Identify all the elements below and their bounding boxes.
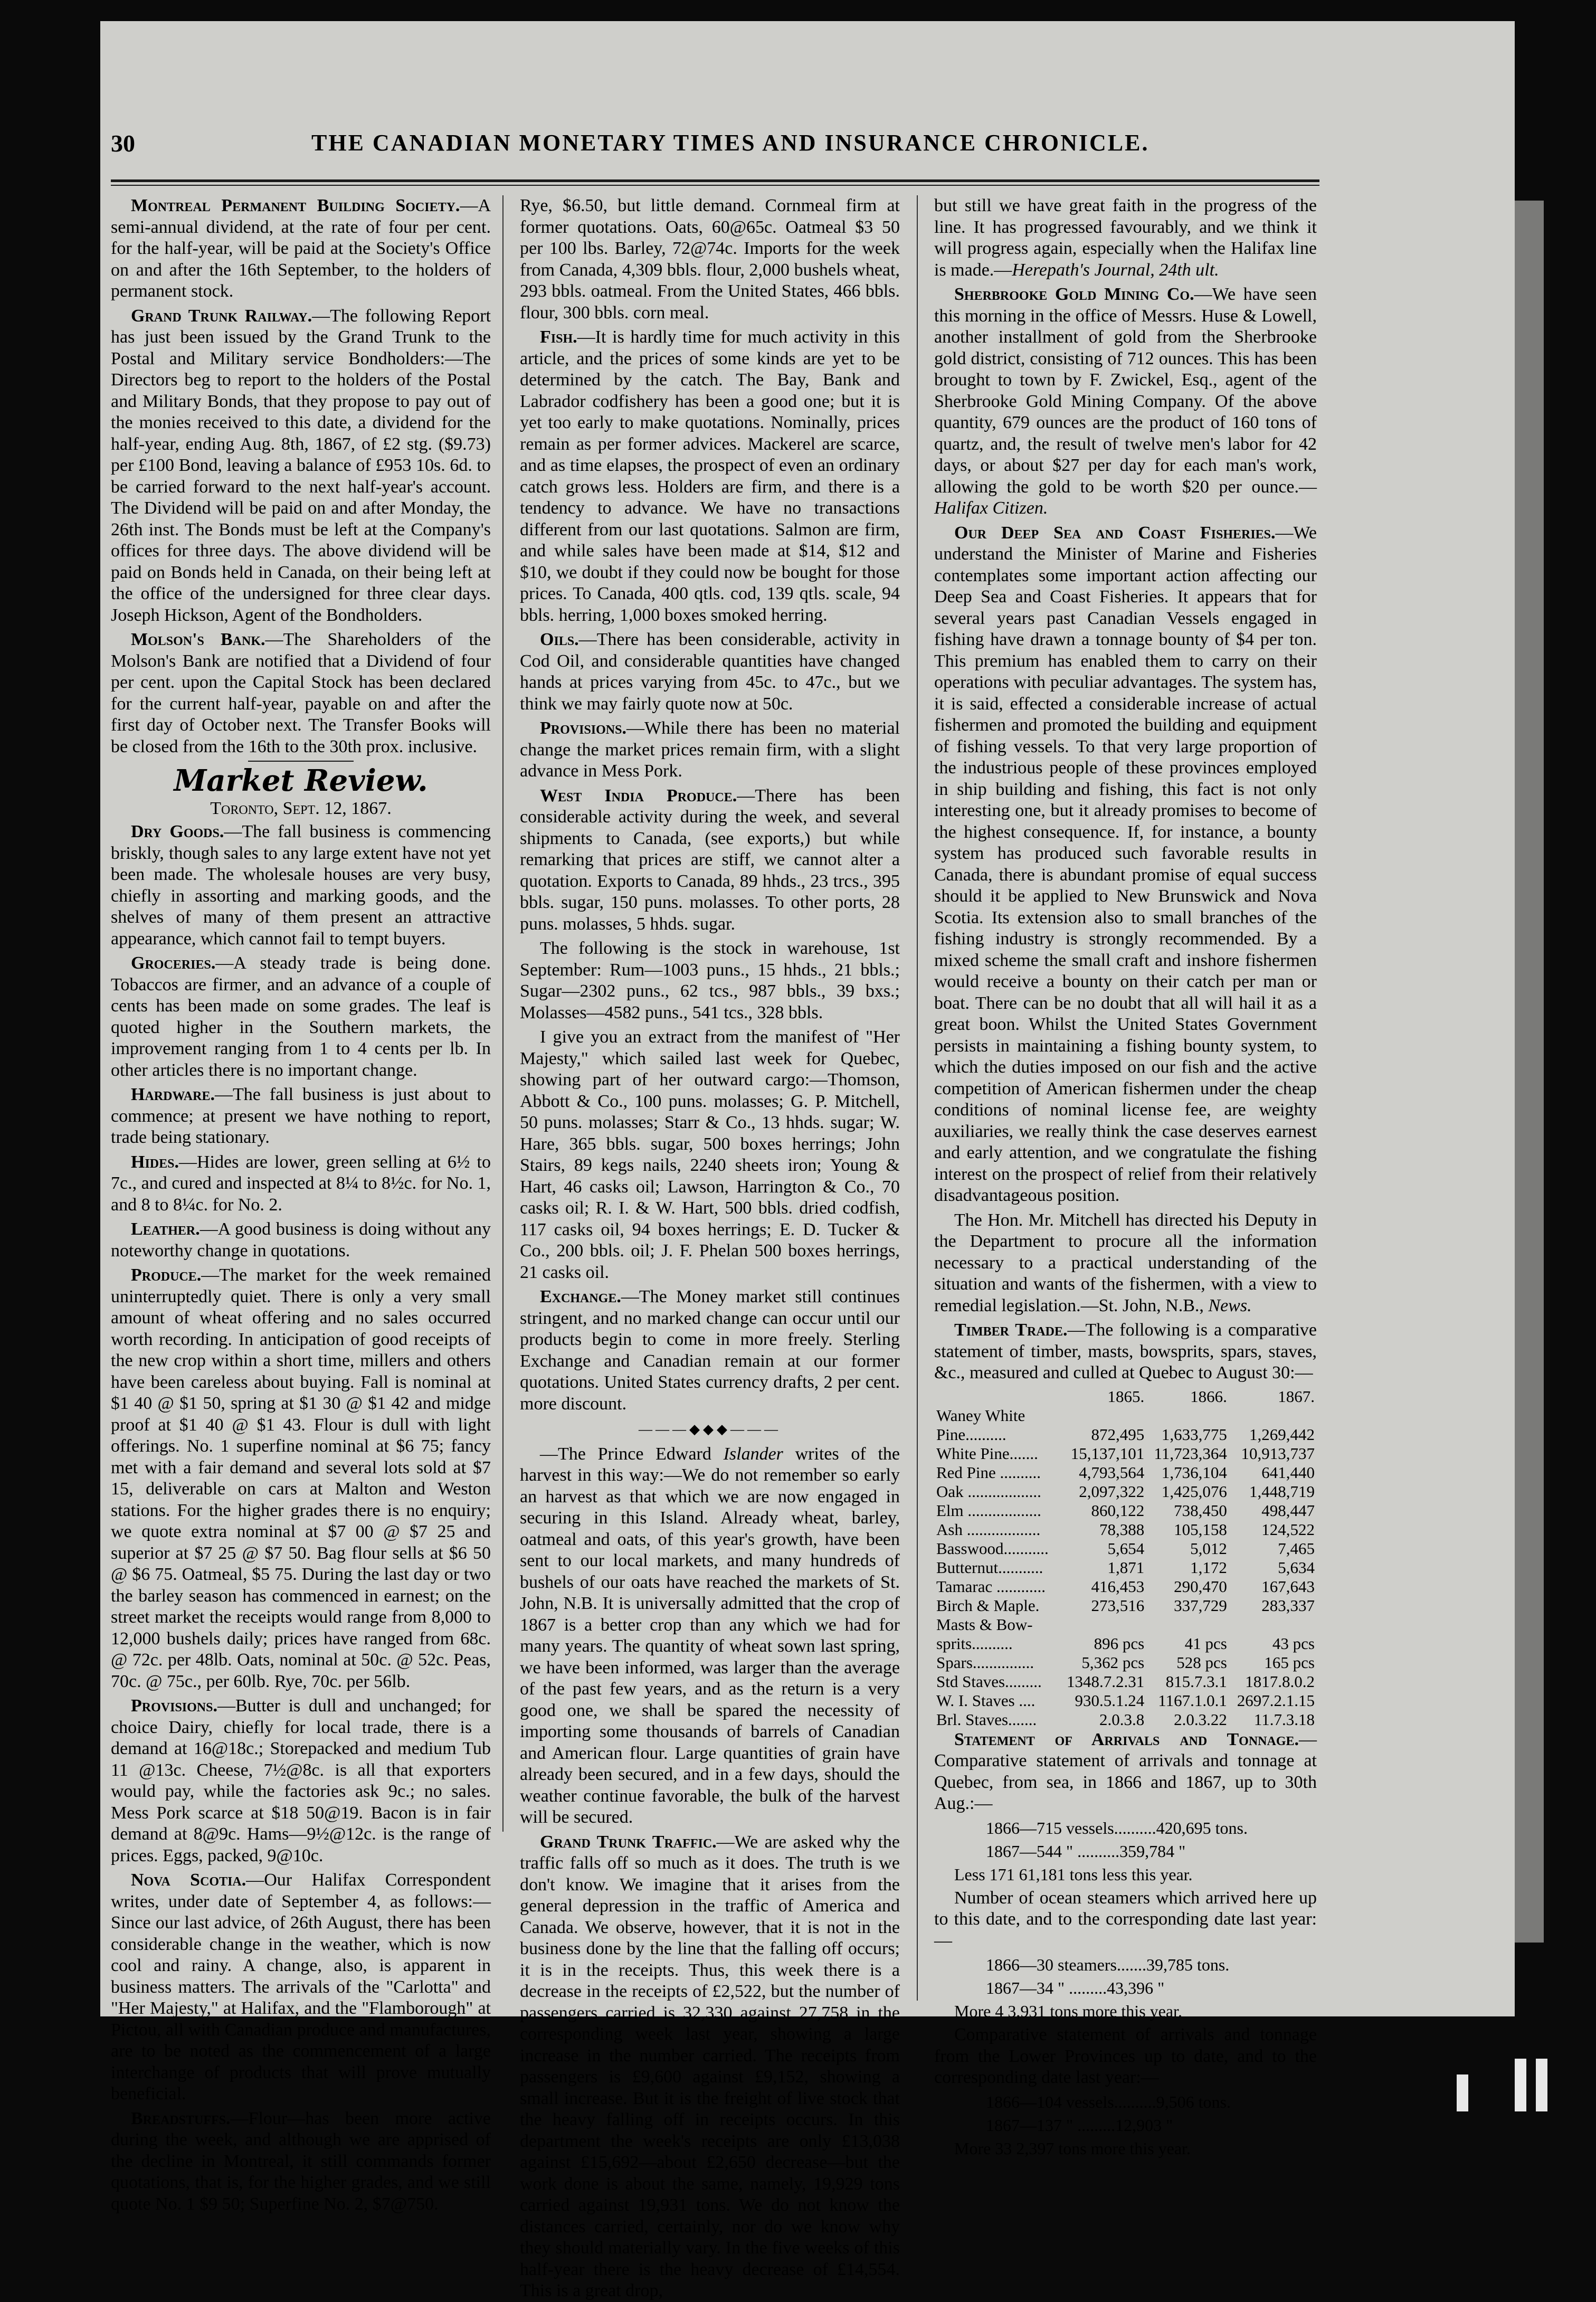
- item-head: Dry Goods.: [131, 822, 224, 841]
- table-row: [934, 1672, 1317, 1691]
- table-cell: 1,871: [1107, 1558, 1145, 1577]
- article-body: —We are asked why the traffic falls off so much as it does. The truth is we don't know. We imagine that it arises from the general depression in the traffic of America and Canada. We observe, however, that it is not in the business done by the line that the falling off occurs; it is in the receipts. Thus, this week there is a decrease in the receipts of £2,522, but the number of passengers carried is 32,330 against 27,758 in the corresponding week last year, showing a large increase in the number carried. The receipts from passengers is £9,600 against £9,152, showing a small increase. But it is the freight of live stock that the heavy falling off in receipts occurs. In this department the week's receipts are only £13,038 against £15,692—about £2,650 decrease—but the work done is about the same, namely, 19,929 tons carried against 19,931 tons. We do not know the distances carried, certainly, nor do we know why they should materially vary. In the five weeks of this half-year there is the heavy decrease of £14,554. This is a great drop,: [520, 1832, 900, 2300]
- table-row: [934, 1634, 1317, 1653]
- table-cell: 7,465: [1278, 1539, 1315, 1558]
- item-body: —The fall business is commencing briskly, though sales to any large extent have not yet been made. The wholesale houses are very busy, chiefly in assorting and marking goods, and the shelves of many of them present an attractive appearance, which cannot fail to tempt buyers.: [111, 822, 491, 949]
- table-row: [934, 1596, 1317, 1615]
- publication-name: Islander: [723, 1444, 783, 1464]
- article-body: —The following is a comparative statement of timber, masts, bowsprits, spars, staves, &c., measured and culled at Quebec to August 30:—: [934, 1320, 1317, 1382]
- stat-line: 1866—104 vessels..........9,506 tons.: [986, 2092, 1231, 2111]
- article-body: —We have seen this morning in the office of Messrs. Huse & Lowell, another installment of gold from the Sherbrooke gold district, consisting of 712 ounces. This has been brought to town by F. Zwickel, Esq., agent of the Sherbrooke Gold Mining Company. Of the above quantity, 679 ounces are the product of 160 tons of quartz, and, the result of twelve men's labor for 42 days, or about $27 per day for each man's work, allowing the gold to be worth $20 per ounce.—: [934, 285, 1317, 497]
- article-arrivals: [934, 1729, 1317, 1815]
- row-label: Elm ..................: [936, 1501, 1041, 1520]
- market-nova-scotia: [111, 1870, 491, 2105]
- market-leather: [111, 1219, 491, 1262]
- row-label: Pine..........: [936, 1425, 1006, 1444]
- table-cell: 15,137,101: [1070, 1444, 1145, 1463]
- item-head: Oils.: [540, 630, 579, 649]
- table-header-cell: 1865.: [1107, 1387, 1145, 1406]
- article-prince-edward-islander: [520, 1444, 900, 1829]
- ornament-divider: ———◆◆◆———: [639, 1422, 781, 1437]
- article-grand-trunk-railway: [111, 306, 491, 627]
- continued-paragraph: [934, 195, 1317, 281]
- table-cell: [1059, 1406, 1146, 1425]
- section-rule: [248, 761, 354, 762]
- item-head: West India Produce.: [540, 785, 737, 806]
- stat-line: 1867—34 " .........43,396 ": [986, 1978, 1165, 1997]
- article-body: The Hon. Mr. Mitchell has directed his Deputy in the Department to procure all the information necessary to a practical understanding of the situation and wants of the fishermen, with a view to remedial legislation.—St. John, N.B.,: [934, 1210, 1317, 1315]
- column-2: [520, 195, 900, 2300]
- section-title: Market Review.: [174, 763, 428, 798]
- item-body: —While there has been no material change the market prices remain firm, with a slight advance in Mess Pork.: [520, 718, 900, 781]
- table-cell: 11,723,364: [1154, 1444, 1227, 1463]
- row-label: Spars...............: [936, 1653, 1034, 1672]
- continued-paragraph: Rye, $6.50, but little demand. Cornmeal firm at former quotations. Oats, 60@65c. Oatmeal $3 50 per 100 lbs. Barley, 72@74c. Imports for the week from Canada, 4,309 bbls. flour, 2,000 bushels wheat, 293 bbls. oatmeal. From the United States, 466 bbls. flour, 300 bbls. corn meal.: [520, 196, 900, 323]
- column-3: [934, 195, 1317, 2158]
- table-cell: 1,633,775: [1161, 1425, 1227, 1444]
- item-body: —It is hardly time for much activity in this article, and the prices of some kinds are yet to be determined by the catch. The Bay, Bank and Labrador codfishery has been a good one; but it is yet too early to make quotations. Nominally, prices remain as per former advices. Mackerel are scarce, and as time elapses, the prospect of even an ordinary catch grows less. Holders are firm, and there is a tendency to advance. We have no transactions different from our last quotations. Salmon are firm, and while sales have been made at $14, $12 and $10, we doubt if they could now be bought for those prices. To Canada, 400 qtls. cod, 139 qtls. scale, 94 bbls. herring, 1,000 boxes smoked herring.: [520, 327, 900, 625]
- manifest-paragraph: I give you an extract from the manifest of "Her Majesty," which sailed last week for Quebec, showing part of her outward cargo:—Thomson, Abbott & Co., 100 puns. molasses; G. P. Mitchell, 50 puns. molasses; Starr & Co., 13 hhds. sugar; W. Hare, 365 bbls. sugar, 500 boxes herrings; John Stairs, 89 kegs nails, 2240 sheets iron; Young & Hart, 46 casks oil; Lawson, Harrington & Co., 70 casks oil; R. I. & W. Hart, 500 bbls. dried codfish, 117 casks oil, 94 boxes herrings; E. D. Tucker & Co., 200 bbls. oil; J. F. Phelan 500 boxes herrings, 21 casks oil.: [520, 1027, 900, 1282]
- table-row: [934, 1425, 1317, 1444]
- stock-paragraph: The following is the stock in warehouse, 1st September: Rum—1003 puns., 15 hhds., 21 bbls.; Sugar—2302 puns., 62 tcs., 987 bbls., 39 bxs.; Molasses—4582 puns., 541 tcs., 328 bbls.: [520, 939, 900, 1022]
- market-groceries: [111, 953, 491, 1081]
- table-cell: 1348.7.2.31: [1067, 1672, 1145, 1691]
- row-label: White Pine.......: [936, 1444, 1038, 1463]
- row-label: Waney White: [936, 1406, 1025, 1425]
- article-body: —Comparative statement of arrivals and tonnage at Quebec, from sea, in 1866 and 1867, up to 30th Aug.:—: [934, 1729, 1317, 1813]
- item-body: —The Money market still continues stringent, and no marked change can occur until our products begin to come in more freely. Sterling Exchange and Canadian remain at our former quotations. United States currency drafts, 2 per cent. more discount.: [520, 1287, 900, 1414]
- stat-line: 1866—715 vessels..........420,695 tons.: [986, 1818, 1248, 1837]
- table-cell: 43 pcs: [1272, 1634, 1315, 1653]
- item-head: Provisions.: [131, 1696, 217, 1716]
- table-cell: 5,012: [1190, 1539, 1227, 1558]
- article-head: Grand Trunk Traffic.: [540, 1832, 717, 1852]
- table-cell: 1167.1.0.1: [1158, 1691, 1227, 1710]
- table-cell: 11.7.3.18: [1253, 1710, 1315, 1729]
- table-cell: 1,269,442: [1249, 1425, 1315, 1444]
- item-body: —The fall business is just about to commence; at present we have nothing to report, trade being stationary.: [111, 1085, 491, 1147]
- table-cell: [1146, 1615, 1229, 1634]
- article-head: Statement of Arrivals and Tonnage.: [954, 1729, 1299, 1749]
- item-body: —The market for the week remained uninterruptedly quiet. There is only a very small amount of wheat offering and no sales occurred worth recording. In anticipation of good receipts of the new crop within a short time, millers and others have been careless about buying. Fall is nominal at $1 40 @ $1 50, spring at $1 30 @ $1 42 and midge proof at $1 40 @ $1 43. Flour is dull with light offerings. No. 1 superfine nominal at $6 75; fancy met with a fair demand and several lots sold at $7 15, deliverable on cars at Malton and Weston stations. For the higher grades there is no enquiry; we quote extra nominal at $7 00 @ $7 25 and superior at $7 25 @ $7 50. Bag flour sells at $6 50 @ $6 75. Oatmeal, $5 75. During the last day or two the barley season has commenced in earnest; on the street market the receipts would range from 8,000 to 12,000 bushels daily; prices have ranged from 68c. @ 72c. per 48lb. Oats, nominal at 50c. @ 52c. Peas, 70c. @ 75c., per 60lb. Rye, 70c. per 56lb.: [111, 1265, 491, 1691]
- header-rule-thin: [111, 185, 1319, 186]
- table-cell: 416,453: [1091, 1577, 1145, 1596]
- table-cell: 105,158: [1174, 1520, 1227, 1539]
- table-cell: 78,388: [1099, 1520, 1145, 1539]
- article-head: Our Deep Sea and Coast Fisheries.: [954, 523, 1276, 543]
- stat-total: More 33 2,397 tons more this year.: [954, 2138, 1191, 2158]
- item-body: —Butter is dull and unchanged; for choice Dairy, chiefly for local trade, there is a demand at 16@18c.; Storepacked and medium Tub 11 @13c. Cheese, 7½@8c. is all that exporters would pay, while the factories ask 9c.; no sales. Mess Pork scarce at $18 50@19. Bacon is in fair demand at 8@9c. Hams—9½@12c. is the range of prices. Eggs, packed, 9@10c.: [111, 1696, 491, 1865]
- table-row: [934, 1710, 1317, 1729]
- article-head: Grand Trunk Railway.: [131, 306, 312, 326]
- item-head: Fish.: [540, 327, 577, 347]
- market-hardware: [111, 1084, 491, 1149]
- header-rule: [111, 179, 1319, 182]
- row-label: Std Staves.........: [936, 1672, 1042, 1691]
- table-cell: 528 pcs: [1176, 1653, 1227, 1672]
- table-row: [934, 1501, 1317, 1520]
- row-label: Red Pine ..........: [936, 1463, 1041, 1482]
- item-head: Groceries.: [131, 953, 216, 973]
- table-cell: 10,913,737: [1241, 1444, 1315, 1463]
- article-fisheries: [934, 523, 1317, 1207]
- table-cell: 2,097,322: [1079, 1482, 1145, 1501]
- table-cell: 896 pcs: [1094, 1634, 1145, 1653]
- table-row: [934, 1463, 1317, 1482]
- market-breadstuffs: [111, 2108, 491, 2215]
- source-credit: Herepath's Journal, 24th ult.: [1012, 260, 1219, 280]
- table-row: [934, 1558, 1317, 1577]
- article-molsons-bank: [111, 629, 491, 757]
- table-cell: 165 pcs: [1264, 1653, 1315, 1672]
- table-cell: 1,736,104: [1161, 1463, 1227, 1482]
- item-head: Breadstuffs.: [131, 2108, 231, 2128]
- market-fish: [520, 327, 900, 626]
- column-divider: [502, 195, 504, 1832]
- row-label: W. I. Staves ....: [936, 1691, 1036, 1710]
- market-west-india: [520, 785, 900, 935]
- market-hides: [111, 1152, 491, 1216]
- stat-line: 1867—544 " ..........359,784 ": [986, 1841, 1186, 1861]
- lower-provinces-paragraph: Comparative statement of arrivals and tonnage from the Lower Provinces up to date, and to the corresponding date last year:—: [934, 2025, 1317, 2087]
- item-body: —There has been considerable, activity in Cod Oil, and considerable quantities have changed hands at prices varying from 45c. to 47c., but we think we may fairly quote now at 50c.: [520, 630, 900, 714]
- table-row: [934, 1539, 1317, 1558]
- table-cell: 930.5.1.24: [1075, 1691, 1145, 1710]
- market-provisions: [111, 1695, 491, 1867]
- article-body: but still we have great faith in the progress of the line. It has progressed favourably, and we think it will progress again, especially when the Halifax line is made.—: [934, 196, 1317, 280]
- row-label: Birch & Maple.: [936, 1596, 1040, 1615]
- page-number: 30: [111, 130, 135, 157]
- film-edge-marks: [1436, 2038, 1568, 2111]
- item-head: Produce.: [131, 1265, 202, 1285]
- table-cell: 4,793,564: [1079, 1463, 1145, 1482]
- source-credit: Halifax Citizen.: [934, 498, 1048, 518]
- table-row: [934, 1691, 1317, 1710]
- table-header-row: [934, 1387, 1317, 1406]
- article-head: Timber Trade.: [954, 1320, 1068, 1340]
- table-row: [934, 1520, 1317, 1539]
- table-cell: 738,450: [1174, 1501, 1227, 1520]
- row-label: Brl. Staves.......: [936, 1710, 1037, 1729]
- article-timber-trade: [934, 1320, 1317, 1384]
- article-mitchell: [934, 1210, 1317, 1317]
- table-cell: 5,362 pcs: [1081, 1653, 1145, 1672]
- row-label: Masts & Bow-: [936, 1615, 1033, 1634]
- table-row: [934, 1615, 1317, 1634]
- table-header-cell: 1866.: [1190, 1387, 1227, 1406]
- item-body: —A good business is doing without any noteworthy change in quotations.: [111, 1219, 491, 1261]
- page-header: [111, 129, 1314, 172]
- masthead-title: THE CANADIAN MONETARY TIMES AND INSURANCE CHRONICLE.: [311, 130, 1150, 156]
- table-cell: 641,440: [1261, 1463, 1315, 1482]
- table-cell: 1817.8.0.2: [1245, 1672, 1315, 1691]
- table-header-cell: [934, 1387, 1059, 1406]
- table-cell: 273,516: [1091, 1596, 1145, 1615]
- article-body: —The Shareholders of the Molson's Bank are notified that a Dividend of four per cent. upon the Capital Stock has been declared for the current half-year, payable on and after the first day of October next. The Transfer Books will be closed from the 16th to the 30th prox. inclusive.: [111, 630, 491, 756]
- table-cell: 337,729: [1174, 1596, 1227, 1615]
- row-label: sprits..........: [936, 1634, 1013, 1653]
- table-cell: 2.0.3.8: [1099, 1710, 1145, 1729]
- item-body: —A steady trade is being done. Tobaccos are firmer, and an advance of a couple of cents has been made on some grades. The leaf is quoted higher in the Southern markets, the improvement ranging from 1 to 4 cents per lb. In other articles there is no important change.: [111, 953, 491, 1080]
- table-cell: 167,643: [1261, 1577, 1315, 1596]
- market-exchange: [520, 1286, 900, 1415]
- table-cell: 1,425,076: [1161, 1482, 1227, 1501]
- table-cell: [1059, 1615, 1146, 1634]
- row-label: Butternut...........: [936, 1558, 1043, 1577]
- table-cell: 872,495: [1091, 1425, 1145, 1444]
- column-1: [111, 195, 491, 2214]
- item-body: —Our Halifax Correspondent writes, under date of September 4, as follows:—Since our last advice, of 26th August, there has been considerable change in the weather, which is now cool and rainy. A change, also, is apparent in business matters. The arrivals of the "Carlotta" and "Her Majesty," at Halifax, and the "Flamborough" at Pictou, all with Canadian produce and manufactures, are to be noted as the commencement of a large interchange of products that will prove mutually beneficial.: [111, 1870, 491, 2104]
- row-label: Basswood...........: [936, 1539, 1049, 1558]
- article-sherbrooke-gold: [934, 284, 1317, 519]
- row-label: Ash ..................: [936, 1520, 1041, 1539]
- item-head: Nova Scotia.: [131, 1870, 246, 1890]
- item-head: Exchange.: [540, 1287, 621, 1306]
- item-head: Hardware.: [131, 1085, 215, 1104]
- source-credit: News.: [1208, 1295, 1252, 1315]
- table-row: [934, 1406, 1317, 1425]
- item-head: Leather.: [131, 1219, 200, 1239]
- table-cell: 815.7.3.1: [1165, 1672, 1227, 1691]
- stat-total: More 4 3,931 tons more this year.: [954, 2002, 1182, 2021]
- market-oils: [520, 629, 900, 715]
- table-cell: 1,172: [1190, 1558, 1227, 1577]
- item-body: —Flour—has been more active during the week, and although we are apprised of the decline in Montreal, it still commands former quotations, that is, for the higher grades, and we still quote No. 1 $9 50; Superfine No. 2, $7@750.: [111, 2108, 491, 2214]
- article-montreal-building-society: [111, 195, 491, 302]
- article-body: —The following Report has just been issued by the Grand Trunk to the Postal and Military service Bondholders:—The Directors beg to report to the holders of the Postal and Military Bonds, that they propose to pay out of the monies received to this date, a dividend for the half-year, ending Aug. 8th, 1867, of £2 stg. ($9.73) per £100 Bond, leaving a balance of £953 10s. 6d. to be carried forward to the next half-year's account. The Dividend will be paid on and after Monday, the 26th inst. The Bonds must be left at the Company's offices for three days. The above dividend will be paid on Bonds held in Canada, on their being left at the office of the undersigned for three clear days. Joseph Hickson, Agent of the Bondholders.: [111, 306, 491, 625]
- table-cell: [1229, 1615, 1317, 1634]
- market-provisions-halifax: [520, 718, 900, 782]
- article-head: Sherbrooke Gold Mining Co.: [954, 285, 1194, 304]
- table-cell: 498,447: [1261, 1501, 1315, 1520]
- table-cell: 5,654: [1107, 1539, 1145, 1558]
- table-cell: 860,122: [1091, 1501, 1145, 1520]
- stat-total: Less 171 61,181 tons less this year.: [954, 1864, 1193, 1884]
- row-label: Tamarac ............: [936, 1577, 1046, 1596]
- market-dry-goods: [111, 821, 491, 950]
- article-body: writes of the harvest in this way:—We do not remember so early an harvest as that which we are now engaged in securing in this Island. Already wheat, barley, oatmeal and oats, of this year's growth, have been sent to our local markets, and many hundreds of bushels of our oats have reached the markets of St. John, N.B. It is universally admitted that the crop of 1867 is a better crop than any which we had for many years. The quantity of wheat sown last spring, we have been informed, was larger than the average of the past few years, and as the return is a very good one, we shall be spared the necessity of importing some thousands of barrels of Canadian and American flour. Large quantities of grain have already been secured, and in a few days, should the weather continue favorable, the bulk of the harvest will be secured.: [520, 1444, 900, 1827]
- article-body: —A semi-annual dividend, at the rate of four per cent. for the half-year, will be paid at the Society's Office on and after the 16th September, to the holders of permanent stock.: [111, 196, 491, 301]
- table-cell: 1,448,719: [1249, 1482, 1315, 1501]
- item-body: —Hides are lower, green selling at 6½ to 7c., and cured and inspected at 8¼ to 8½c. for No. 1, and 8 to 8¼c. for No. 2.: [111, 1152, 491, 1215]
- table-cell: 2697.2.1.15: [1237, 1691, 1315, 1710]
- row-label: Oak ..................: [936, 1482, 1041, 1501]
- page-edge-strip: [1515, 201, 1544, 1943]
- stat-line: 1866—30 steamers.......39,785 tons.: [986, 1955, 1230, 1974]
- table-cell: [1146, 1406, 1229, 1425]
- item-body: —There has been considerable activity during the week, and several shipments to Canada, (see exports,) but while remarking that prices are stiff, we cannot alter a quotation. Exports to Canada, 89 hhds., 23 trcs., 395 bbls. sugar, 150 puns. molasses. To other ports, 28 puns. molasses, 5 hhds. sugar.: [520, 785, 900, 934]
- table-cell: 2.0.3.22: [1174, 1710, 1227, 1729]
- dateline: Toronto, Sept. 12, 1867.: [210, 798, 392, 818]
- steamers-paragraph: Number of ocean steamers which arrived here up to this date, and to the corresponding date last year:—: [934, 1888, 1317, 1950]
- table-row: [934, 1482, 1317, 1501]
- article-lead: —The Prince Edward: [540, 1444, 724, 1464]
- item-head: Hides.: [131, 1152, 179, 1172]
- table-cell: 5,634: [1278, 1558, 1315, 1577]
- article-head: Montreal Permanent Building Society.: [131, 196, 460, 215]
- table-cell: 124,522: [1261, 1520, 1315, 1539]
- article-body: —We understand the Minister of Marine and Fisheries contemplates some important action affecting our Deep Sea and Coast Fisheries. It appears that for several years past Canadian Vessels engaged in fishing have drawn a tonnage bounty of $4 per ton. This premium has enabled them to carry on their operations with peculiar advantages. The system has, it is said, effected a considerable increase of actual fishermen and promoted the building and equipment of fishing vessels. To that very large proportion of the industrious people of these provinces employed in ship building and fishing, this fact is not only interesting one, but it already promises to become of the highest consequence. If, for instance, a bounty system has produced such favorable results in Canada, there is abundant promise of equal success should it be applied to New Brunswick and Nova Scotia. Its extension also to small branches of the fishing industry is strongly recommended. By a mixed scheme the small craft and inshore fishermen would receive a bounty on their catch per man or boat. There can be no doubt that all will hail it as a great boon. Whilst the United States Government persists in maintaining a fishing bounty system, to which the duties imposed on our fish and the active competition of American fishermen under the cheap conditions of nominal license fee, are weighty auxiliaries, we really think the case deserves earnest and early attention, and we congratulate the fishing interest on the prospect of relief from their relatively disadvantageous position.: [934, 523, 1317, 1205]
- table-row: [934, 1444, 1317, 1463]
- table-row: [934, 1653, 1317, 1672]
- market-produce: [111, 1265, 491, 1692]
- table-cell: 290,470: [1174, 1577, 1227, 1596]
- column-divider: [917, 195, 918, 2001]
- table-row: [934, 1577, 1317, 1596]
- item-head: Provisions.: [540, 718, 626, 738]
- article-head: Molson's Bank.: [131, 630, 265, 649]
- table-cell: 41 pcs: [1184, 1634, 1227, 1653]
- timber-table: [934, 1387, 1317, 1729]
- article-grand-trunk-traffic: [520, 1832, 900, 2302]
- table-cell: [1229, 1406, 1317, 1425]
- table-cell: 283,337: [1261, 1596, 1315, 1615]
- stat-line: 1867—137 " .........12,903 ": [986, 2115, 1173, 2135]
- table-header-cell: 1867.: [1278, 1387, 1315, 1406]
